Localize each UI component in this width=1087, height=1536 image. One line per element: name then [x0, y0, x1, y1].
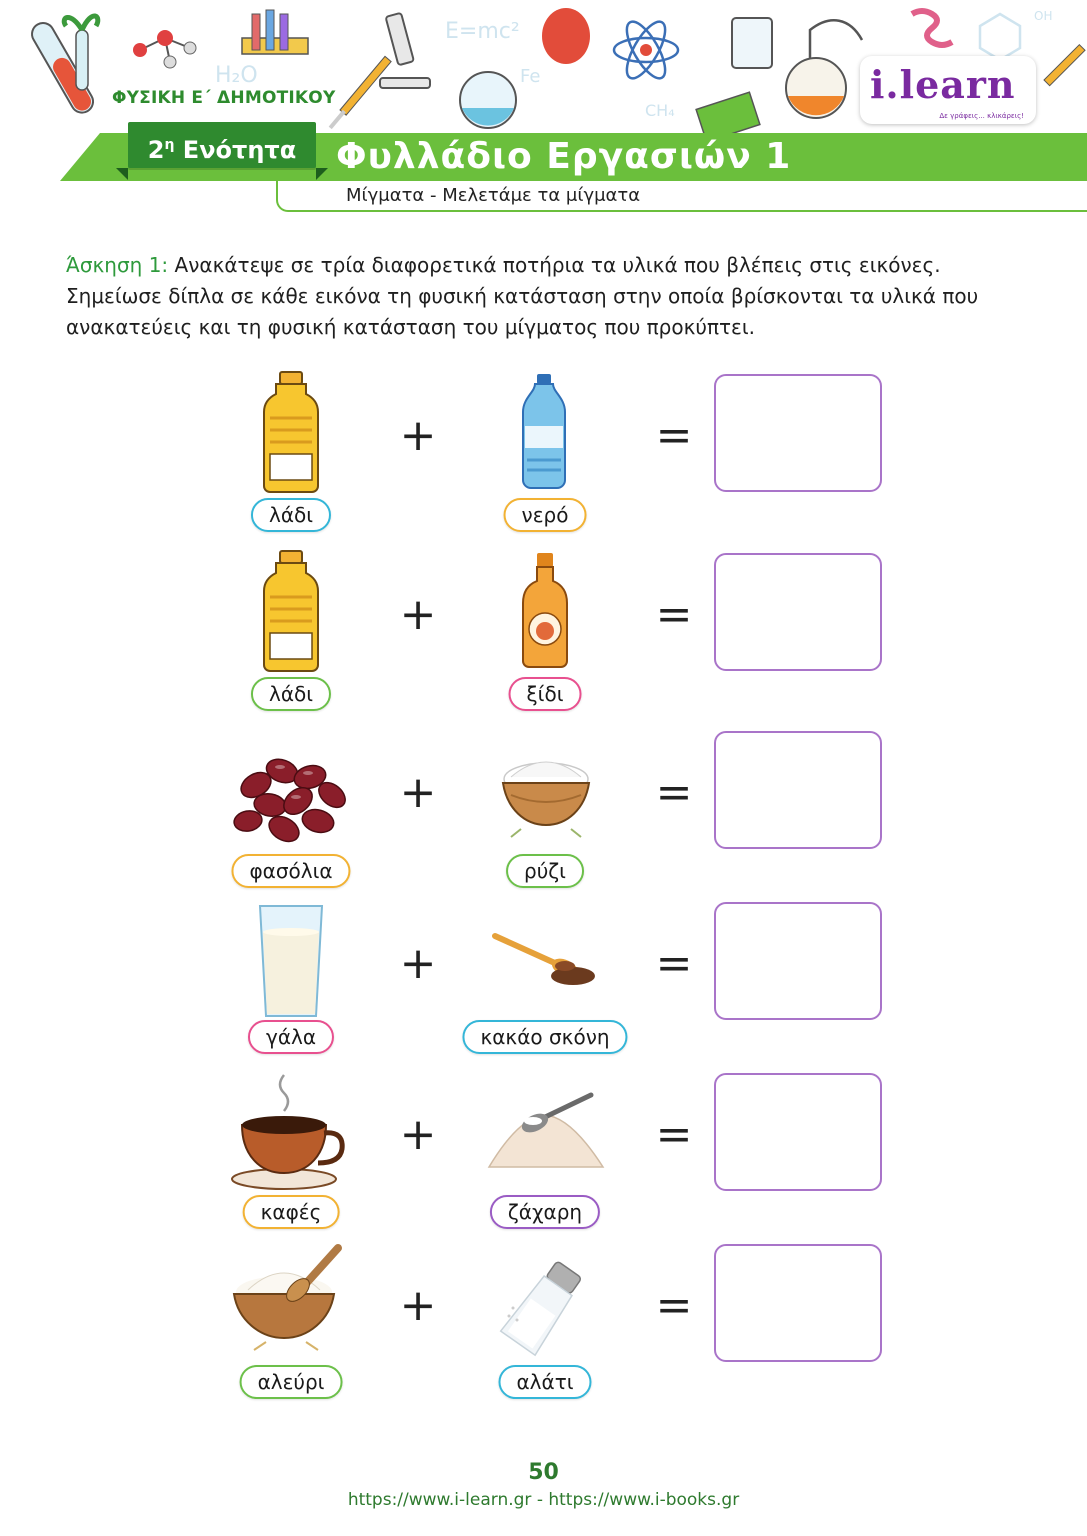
unit-tab — [128, 122, 316, 168]
ingredient-label: καφές — [243, 1195, 340, 1229]
oil-bottle-icon — [226, 547, 356, 677]
mixture-row — [0, 1238, 1087, 1408]
svg-text:OH: OH — [1034, 9, 1053, 23]
ingredient-label: φασόλια — [231, 854, 350, 888]
water-bottle-icon — [481, 368, 611, 498]
svg-text:E=mc²: E=mc² — [445, 19, 520, 44]
equals-sign: = — [655, 1280, 693, 1331]
ingredient-label: λάδι — [251, 498, 331, 532]
sheet-subtitle: Μίγματα - Μελετάμε τα μίγματα — [346, 185, 641, 206]
mixture-row — [0, 896, 1087, 1066]
oil-bottle-icon — [226, 368, 356, 498]
plus-sign: + — [399, 767, 437, 818]
equals-sign: = — [655, 1109, 693, 1160]
mixture-row — [0, 725, 1087, 895]
unit-label: $2^\eta$ Ενότητα — [147, 136, 297, 164]
plus-sign: + — [399, 1109, 437, 1160]
milk-glass-icon — [226, 896, 356, 1026]
mixture-row — [0, 368, 1087, 538]
beans-icon — [226, 725, 356, 855]
logo-tagline: Δε γράφεις... κλικάρεις! — [939, 112, 1024, 120]
plus-sign: + — [399, 410, 437, 461]
exercise-instructions — [66, 250, 1026, 343]
page-header — [0, 0, 1087, 220]
logo-wordmark: i.learn — [870, 62, 1016, 107]
ingredient-label: αλάτι — [498, 1365, 591, 1399]
page-number: 50 — [528, 1460, 559, 1485]
svg-text:H₂O: H₂O — [215, 63, 258, 88]
plus-sign: + — [399, 589, 437, 640]
svg-text:CH₄: CH₄ — [645, 101, 675, 120]
answer-box[interactable] — [714, 731, 882, 849]
vinegar-bottle-icon — [481, 547, 611, 677]
ingredient-label: νερό — [504, 498, 587, 532]
exercise-text: Ανακάτεψε σε τρία διαφορετικά ποτήρια τα υλικά που βλέπεις στις εικόνες. Σημείωσε δίπλα σε κάθε εικόνα τη φυσική κατάσταση στην οποία βρίσκονται τα υλικά που ανακατεύεις και τη φυσική κατάσταση του μίγματος που προκύπτει. — [66, 253, 979, 339]
equals-sign: = — [655, 767, 693, 818]
cocoa-spoon-icon — [481, 896, 611, 1026]
coffee-cup-icon — [226, 1067, 356, 1197]
plus-sign: + — [399, 1280, 437, 1331]
mixture-row — [0, 1067, 1087, 1237]
plus-sign: + — [399, 938, 437, 989]
answer-box[interactable] — [714, 374, 882, 492]
salt-shaker-icon — [481, 1238, 611, 1368]
ingredient-label: κακάο σκόνη — [462, 1020, 627, 1054]
answer-box[interactable] — [714, 1244, 882, 1362]
subject-label: ΦΥΣΙΚΗ Ε΄ ΔΗΜΟΤΙΚΟΥ — [112, 88, 336, 108]
sheet-title: Φυλλάδιο Εργασιών 1 — [336, 136, 792, 177]
ingredient-label: γάλα — [248, 1020, 334, 1054]
equals-sign: = — [655, 410, 693, 461]
ingredient-label: ξίδι — [509, 677, 582, 711]
ilearn-logo — [860, 56, 1036, 124]
footer-links[interactable]: https://www.i-learn.gr - https://www.i-books.gr — [347, 1490, 740, 1510]
ingredient-label: λάδι — [251, 677, 331, 711]
svg-text:Fe: Fe — [520, 66, 541, 87]
equals-sign: = — [655, 938, 693, 989]
ingredient-label: ρύζι — [506, 854, 584, 888]
rice-bowl-icon — [481, 725, 611, 855]
ingredient-label: αλεύρι — [240, 1365, 343, 1399]
ingredient-label: ζάχαρη — [490, 1195, 600, 1229]
equals-sign: = — [655, 589, 693, 640]
exercise-label: Άσκηση 1: — [66, 253, 169, 277]
answer-box[interactable] — [714, 902, 882, 1020]
answer-box[interactable] — [714, 1073, 882, 1191]
flour-bowl-icon — [226, 1238, 356, 1368]
mixture-row — [0, 547, 1087, 717]
answer-box[interactable] — [714, 553, 882, 671]
sugar-pile-icon — [481, 1067, 611, 1197]
